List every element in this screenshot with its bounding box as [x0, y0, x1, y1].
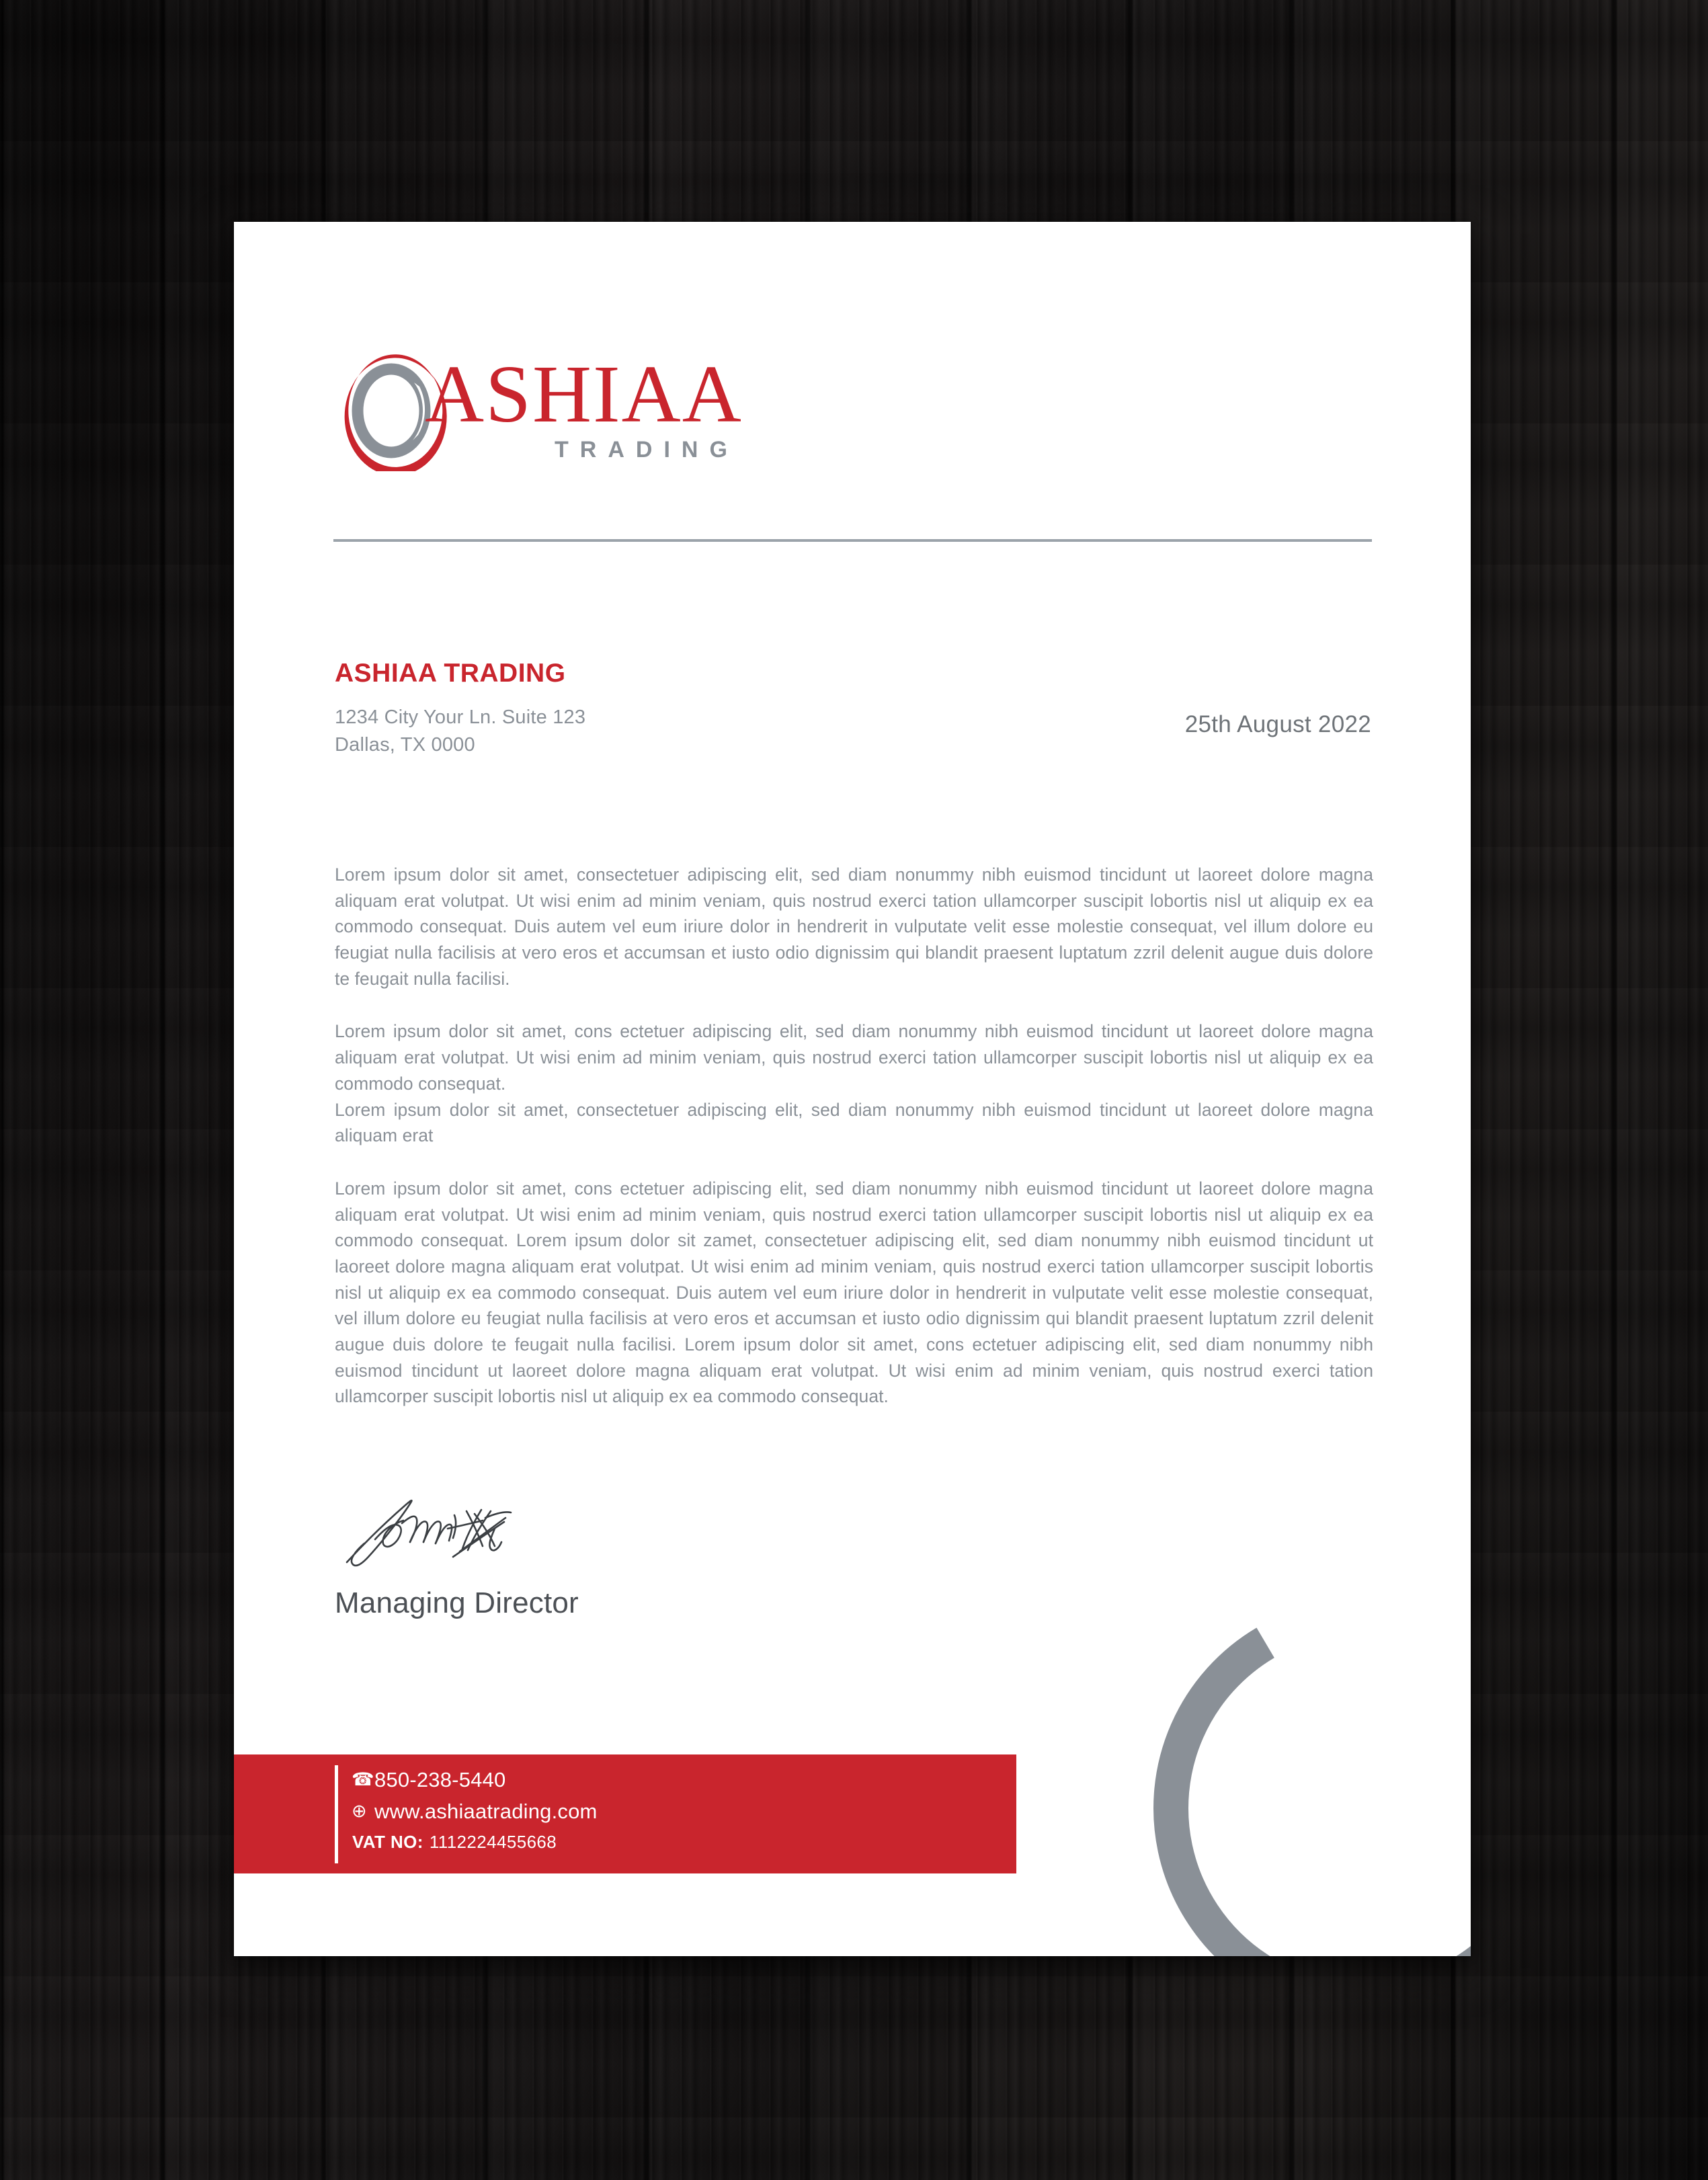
recipient-block	[335, 659, 585, 760]
body-paragraph-4: Lorem ipsum dolor sit amet, cons ectetuer adipiscing elit, sed diam nonummy nibh euismod tincidunt ut laoreet dolore magna aliquam erat volutpat. Ut wisi enim ad minim veniam, quis nostrud exerci tation ullamcorper suscipit lobortis nisl ut aliquip ex ea commodo consequat. Lorem ipsum dolor sit zamet, consectetuer adipiscing elit, sed diam nonummy nibh euismod tincidunt ut laoreet dolore magna aliquam erat volutpat. Ut wisi enim ad minim veniam, quis nostrud exerci tation ullamcorper suscipit lobortis nisl ut aliquip ex ea commodo consequat. Duis autem vel eum iriure dolor in hendrerit in vulputate velit esse molestie consequat, vel illum dolore eu feugiat nulla facilisis at vero eros et accumsan et iusto odio dignissim qui blandit praesent luptatum zzril delenit augue duis dolore te feugait nulla facilisi. Lorem ipsum dolor sit amet, cons ectetuer adipiscing elit, sed diam nonummy nibh euismod tincidunt ut laoreet dolore magna aliquam erat volutpat. Ut wisi enim ad minim veniam, quis nostrud exerci tation ullamcorper suscipit lobortis nisl ut aliquip ex ea commodo consequat.	[335, 1178, 1373, 1407]
letter-body	[335, 862, 1373, 1410]
globe-icon: ⊕	[352, 1801, 367, 1821]
logo-name: ASHIAA	[425, 349, 743, 440]
telephone-icon: ☎	[352, 1769, 374, 1789]
recipient-address-line-1: 1234 City Your Ln. Suite 123	[335, 707, 586, 728]
logo-tagline: TRADING	[555, 436, 739, 462]
header-divider	[333, 539, 1372, 542]
corner-circle-graphic	[1000, 1459, 1471, 1956]
body-paragraph-3: Lorem ipsum dolor sit amet, consectetuer adipiscing elit, sed diam nonummy nibh euismod tincidunt ut laoreet dolore magna aliquam erat	[335, 1099, 1373, 1146]
letterhead-page	[234, 222, 1471, 1956]
letter-date: 25th August 2022	[1184, 711, 1371, 737]
footer-vat-label: VAT NO:	[352, 1831, 423, 1852]
company-logo	[333, 346, 743, 474]
footer-phone-number: 850-238-5440	[374, 1768, 506, 1791]
handwritten-signature-icon	[335, 1487, 557, 1574]
body-paragraph-1: Lorem ipsum dolor sit amet, consectetuer adipiscing elit, sed diam nonummy nibh euismod tincidunt ut laoreet dolore magna aliquam erat volutpat. Ut wisi enim ad minim veniam, quis nostrud exerci tation ullamcorper suscipit lobortis nisl ut aliquip ex ea commodo consequat. Duis autem vel eum iriure dolor in hendrerit in vulputate velit esse molestie consequat, vel illum dolore eu feugiat nulla facilisis at vero eros et accumsan et iusto odio dignissim qui blandit praesent luptatum zzril delenit augue duis dolore te feugait nulla facilisi.	[335, 864, 1373, 989]
logo-wordmark	[425, 349, 743, 462]
footer-website-url: www.ashiaatrading.com	[374, 1800, 598, 1823]
footer-contact-list	[352, 1764, 598, 1857]
recipient-company: ASHIAA TRADING	[335, 659, 566, 688]
footer-vat-number: 1112224455668	[429, 1831, 557, 1852]
footer-accent-line	[335, 1765, 338, 1863]
footer-phone-row[interactable]	[352, 1764, 598, 1795]
body-paragraph-2: Lorem ipsum dolor sit amet, cons ectetuer adipiscing elit, sed diam nonummy nibh euismod tincidunt ut laoreet dolore magna aliquam erat volutpat. Ut wisi enim ad minim veniam, quis nostrud exerci tation ullamcorper suscipit lobortis nisl ut aliquip ex ea commodo consequat.	[335, 1021, 1373, 1094]
footer-vat-row	[352, 1827, 598, 1857]
signature-block	[335, 1487, 579, 1620]
signatory-title: Managing Director	[335, 1586, 579, 1619]
footer-website-row[interactable]	[352, 1795, 598, 1827]
recipient-address-line-2: Dallas, TX 0000	[335, 734, 475, 756]
